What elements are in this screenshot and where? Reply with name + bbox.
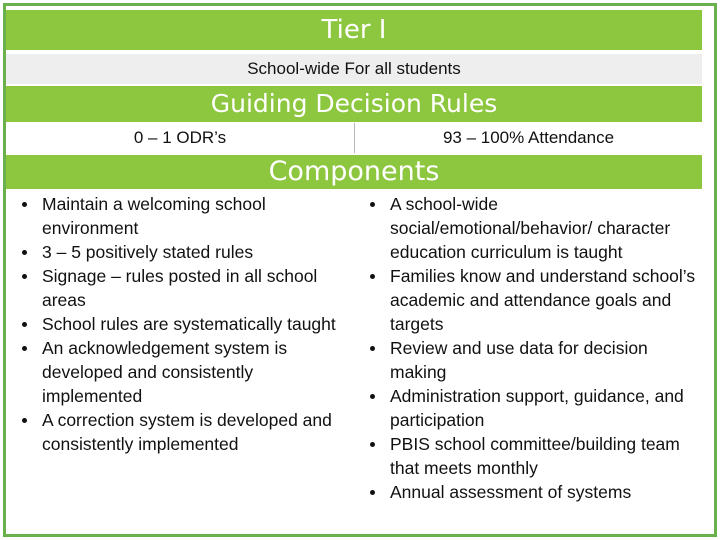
- list-item: 3 – 5 positively stated rules: [16, 240, 346, 264]
- list-item: Annual assessment of systems: [364, 480, 698, 504]
- list-item: Review and use data for decision making: [364, 336, 698, 384]
- rule-attendance: 93 – 100% Attendance: [355, 123, 702, 153]
- list-item: Signage – rules posted in all school areas: [16, 264, 346, 312]
- components-section: [6, 192, 702, 528]
- components-right-list: [364, 192, 698, 504]
- tier-title: Tier I: [6, 10, 702, 50]
- components-heading: Components: [6, 155, 702, 189]
- list-item: A correction system is developed and consistently implemented: [16, 408, 346, 456]
- rule-odr: 0 – 1 ODR’s: [6, 123, 355, 153]
- list-item: An acknowledgement system is developed and consistently implemented: [16, 336, 346, 408]
- list-item: School rules are systematically taught: [16, 312, 346, 336]
- list-item: Maintain a welcoming school environment: [16, 192, 346, 240]
- subtitle: School-wide For all students: [6, 54, 702, 84]
- rules-heading: Guiding Decision Rules: [6, 86, 702, 122]
- list-item: PBIS school committee/building team that meets monthly: [364, 432, 698, 480]
- list-item: A school-wide social/emotional/behavior/ character education curriculum is taught: [364, 192, 698, 264]
- rules-row: [6, 123, 702, 153]
- list-item: Administration support, guidance, and participation: [364, 384, 698, 432]
- list-item: Families know and understand school’s academic and attendance goals and targets: [364, 264, 698, 336]
- components-left-list: [16, 192, 346, 456]
